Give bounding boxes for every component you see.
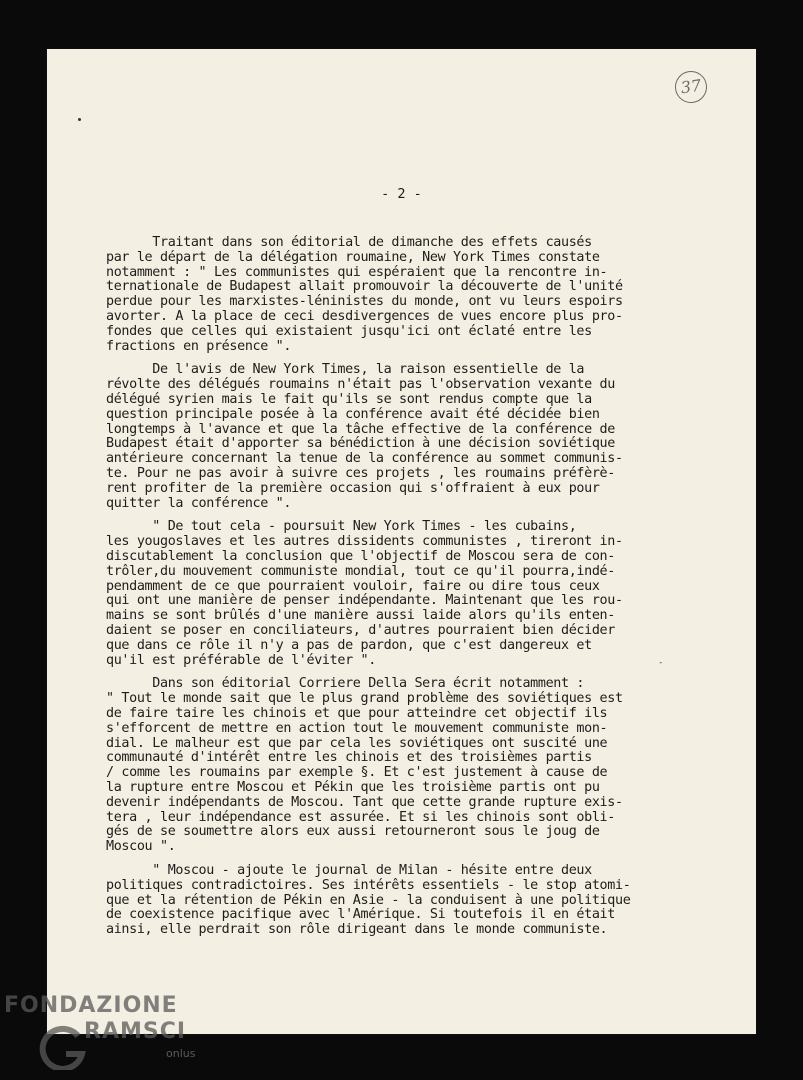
- text-line: Traitant dans son éditorial de dimanche des effets causés: [106, 235, 592, 250]
- watermark-title: FONDAZIONE: [4, 993, 178, 1018]
- ink-speck: [78, 118, 81, 121]
- text-line: de faire taire les chinois et que pour atteindre cet objectif ils: [106, 706, 608, 721]
- folio-number: 37: [673, 69, 709, 105]
- text-line: fractions en présence ".: [106, 338, 292, 354]
- text-line: fondes que celles qui existaient jusqu'ici ont éclaté entre les: [106, 323, 592, 339]
- text-line: les yougoslaves et les autres dissidents communistes , tireront in-: [106, 534, 623, 550]
- text-line: / comme les roumains par exemple §. Et c'est justement à cause de: [106, 765, 608, 781]
- text-line: de coexistence pacifique avec l'Amérique. Si toutefois il en était: [106, 907, 615, 923]
- text-line: rent profiter de la première occasion qui s'offraient à eux pour: [106, 480, 600, 496]
- text-line: politiques contradictoires. Ses intérêts essentiels - le stop atomi-: [106, 877, 631, 893]
- document-page: [47, 49, 756, 1034]
- text-line: s'efforcent de mettre en action tout le mouvement communiste mon-: [106, 720, 608, 736]
- text-line: qu'il est préférable de l'éviter ".: [106, 652, 376, 668]
- text-line: ternationale de Budapest allait promouvoir la découverte de l'unité: [106, 279, 623, 295]
- text-line: mains se sont brûlés d'une manière aussi laide alors qu'ils enten-: [106, 608, 615, 624]
- watermark-tag: onlus: [166, 1047, 196, 1060]
- watermark-subtitle: RAMSCI: [84, 1019, 187, 1044]
- text-line: " Tout le monde sait que le plus grand problème des soviétiques est: [106, 691, 623, 707]
- text-line: " De tout cela - poursuit New York Times - les cubains,: [106, 519, 577, 535]
- text-line: révolte des délégués roumains n'était pas l'observation vexante du: [106, 377, 615, 393]
- text-line: qui ont une manière de penser indépendante. Maintenant que les rou-: [106, 593, 623, 609]
- page-number: - 2 -: [381, 186, 422, 202]
- text-line: longtemps à l'avance et que la tâche effective de la conférence de: [106, 421, 615, 437]
- text-line: délégué syrien mais le fait qu'ils se sont rendus compte que la: [106, 392, 592, 407]
- text-line: De l'avis de New York Times, la raison essentielle de la: [106, 362, 585, 378]
- text-line: discutablement la conclusion que l'objectif de Moscou sera de con-: [106, 549, 615, 564]
- text-line: perdue pour les marxistes-léninistes du monde, ont vu leurs espoirs: [106, 294, 623, 310]
- text-line: notamment : " Les communistes qui espéraient que la rencontre in-: [106, 264, 608, 280]
- text-line: dial. Le malheur est que par cela les soviétiques ont suscité une: [106, 735, 608, 751]
- text-line: antérieure concernant la tenue de la conférence au sommet communis-: [106, 451, 623, 467]
- stray-mark: -: [658, 658, 664, 668]
- text-line: que dans ce rôle il n'y a pas de pardon, que c'est dangereux et: [106, 637, 592, 653]
- text-line: question principale posée à la conférence avait été décidée bien: [106, 406, 600, 422]
- text-line: que et la rétention de Pékin en Asie - la conduisent à une politique: [106, 892, 631, 908]
- text-line: Dans son éditorial Corriere Della Sera écrit notamment :: [106, 676, 585, 692]
- text-line: " Moscou - ajoute le journal de Milan - hésite entre deux: [106, 863, 592, 878]
- text-line: la rupture entre Moscou et Pékin que les troisième partis ont pu: [106, 780, 600, 795]
- text-line: trôler,du mouvement communiste mondial, tout ce qu'il pourra,indé-: [106, 563, 615, 579]
- text-line: Moscou ".: [106, 839, 176, 855]
- text-line: te. Pour ne pas avoir à suivre ces projets , les roumains préfèrè-: [106, 466, 615, 481]
- text-line: Budapest était d'apporter sa bénédiction à une décision soviétique: [106, 436, 615, 452]
- text-line: communauté d'intérêt entre les chinois et des troisièmes partis: [106, 750, 592, 766]
- text-line: ainsi, elle perdrait son rôle dirigeant dans le monde communiste.: [106, 922, 608, 938]
- text-line: par le départ de la délégation roumaine, New York Times constate: [106, 249, 600, 265]
- text-line: daient se poser en conciliateurs, d'autres pourraient bien décider: [106, 623, 615, 638]
- text-line: quitter la conférence ".: [106, 495, 292, 511]
- text-line: gés de se soumettre alors eux aussi retourneront sous le joug de: [106, 824, 600, 840]
- text-line: tera , leur indépendance est assurée. Et si les chinois sont obli-: [106, 809, 615, 825]
- text-line: pendamment de ce que pourraient vouloir, faire ou dire tous ceux: [106, 578, 600, 594]
- text-line: devenir indépendants de Moscou. Tant que cette grande rupture exis-: [106, 794, 623, 810]
- text-line: avorter. A la place de ceci desdivergences de vues encore plus pro-: [106, 309, 623, 324]
